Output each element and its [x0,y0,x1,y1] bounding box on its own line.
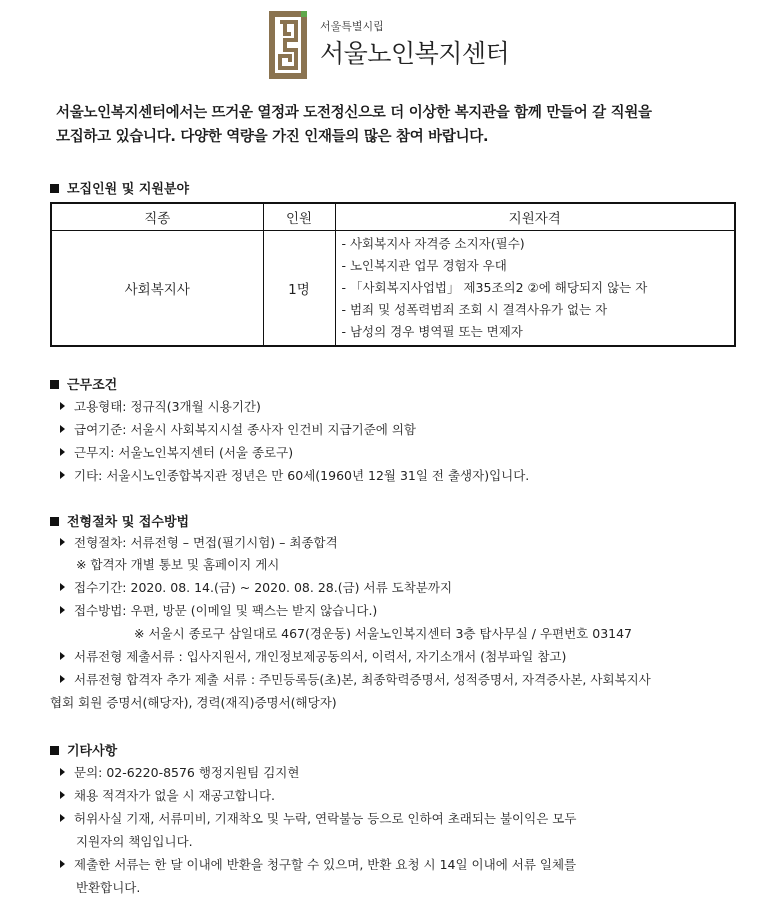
section-title-conditions: 근무조건 [50,374,117,393]
table-cell-job: 사회복지사 [51,231,263,347]
table-row [51,231,735,347]
list-item: 서류전형 제출서류 : 입사지원서, 개인정보제공동의서, 이력서, 자기소개서 (첨부파일 참고) [60,647,566,665]
address-note: ※ 서울시 종로구 삼일대로 467(경운동) 서울노인복지센터 3층 탑사무실 / 우편번호 03147 [134,626,632,641]
square-bullet-icon [50,184,59,193]
table-header-job: 직종 [51,203,263,231]
list-item: 서류전형 합격자 추가 제출 서류 : 주민등록등(초)본, 최종학력증명서, 성적증명서, 자격증사본, 사회복지사 [60,670,651,688]
list-item-continuation: 협회 회원 증명서(해당자), 경력(재직)증명서(해당자) [50,695,337,710]
table-header-qualifications: 지원자격 [335,203,735,231]
triangle-bullet-icon [60,402,65,410]
triangle-bullet-icon [60,768,65,776]
triangle-bullet-icon [60,471,65,479]
table-cell-qualifications [335,231,735,347]
list-item: 제출한 서류는 한 달 이내에 반환을 청구할 수 있으며, 반환 요청 시 14일 이내에 서류 일체를 [60,855,576,873]
list-item-continuation: 반환합니다. [76,880,141,895]
list-item: 접수기간: 2020. 08. 14.(금) ~ 2020. 08. 28.(금) 서류 도착분까지 [60,578,452,596]
square-bullet-icon [50,517,59,526]
list-item-continuation: 지원자의 책임입니다. [76,834,193,849]
table-header-count: 인원 [263,203,335,231]
qualification-item: - 남성의 경우 병역필 또는 면제자 [341,324,523,339]
triangle-bullet-icon [60,814,65,822]
triangle-bullet-icon [60,675,65,683]
list-item: 전형절차: 서류전형 – 면접(필기시험) – 최종합격 [60,533,338,551]
triangle-bullet-icon [60,538,65,546]
logo-subtitle: 서울특별시립 [320,20,384,33]
triangle-bullet-icon [60,606,65,614]
triangle-bullet-icon [60,583,65,591]
logo-mark-icon [268,10,308,80]
triangle-bullet-icon [60,448,65,456]
section-title-process: 전형절차 및 접수방법 [50,511,189,530]
triangle-bullet-icon [60,860,65,868]
list-note: ※ 합격자 개별 통보 및 홈페이지 게시 [76,557,280,572]
table-cell-count: 1명 [263,231,335,347]
square-bullet-icon [50,380,59,389]
triangle-bullet-icon [60,652,65,660]
logo-title: 서울노인복지센터 [320,39,510,68]
recruit-table [50,202,736,347]
list-item: 채용 적격자가 없을 시 재공고합니다. [60,786,275,804]
qualification-item: - 사회복지사 자격증 소지자(필수) [341,236,525,251]
intro-line: 모집하고 있습니다. 다양한 역량을 가진 인재들의 많은 참여 바랍니다. [56,129,489,145]
intro-line: 서울노인복지센터에서는 뜨거운 열정과 도전정신으로 더 이상한 복지관을 함께 만들어 갈 직원을 [56,105,652,121]
table-header-row [51,203,735,231]
qualification-item: - 「사회복지사업법」 제35조의2 ②에 해당되지 않는 자 [341,280,648,295]
list-item: 근무지: 서울노인복지센터 (서울 종로구) [60,443,293,461]
list-item: 기타: 서울시노인종합복지관 정년은 만 60세(1960년 12월 31일 전 출생자)입니다. [60,466,529,484]
triangle-bullet-icon [60,791,65,799]
section-title-etc: 기타사항 [50,740,117,759]
section-title-recruit: 모집인원 및 지원분야 [50,178,189,197]
list-item: 문의: 02-6220-8576 행정지원팀 김지현 [60,763,299,781]
square-bullet-icon [50,746,59,755]
triangle-bullet-icon [60,425,65,433]
list-item: 접수방법: 우편, 방문 (이메일 및 팩스는 받지 않습니다.) [60,601,377,619]
list-item: 허위사실 기재, 서류미비, 기재착오 및 누락, 연락불능 등으로 인하여 초래되는 불이익은 모두 [60,809,576,827]
qualification-item: - 범죄 및 성폭력범죄 조회 시 결격사유가 없는 자 [341,302,608,317]
list-item: 고용형태: 정규직(3개월 시용기간) [60,397,261,415]
qualification-item: - 노인복지관 업무 경험자 우대 [341,258,507,273]
intro-paragraph [56,101,736,149]
list-item: 급여기준: 서울시 사회복지시설 종사자 인건비 지급기준에 의함 [60,420,416,438]
